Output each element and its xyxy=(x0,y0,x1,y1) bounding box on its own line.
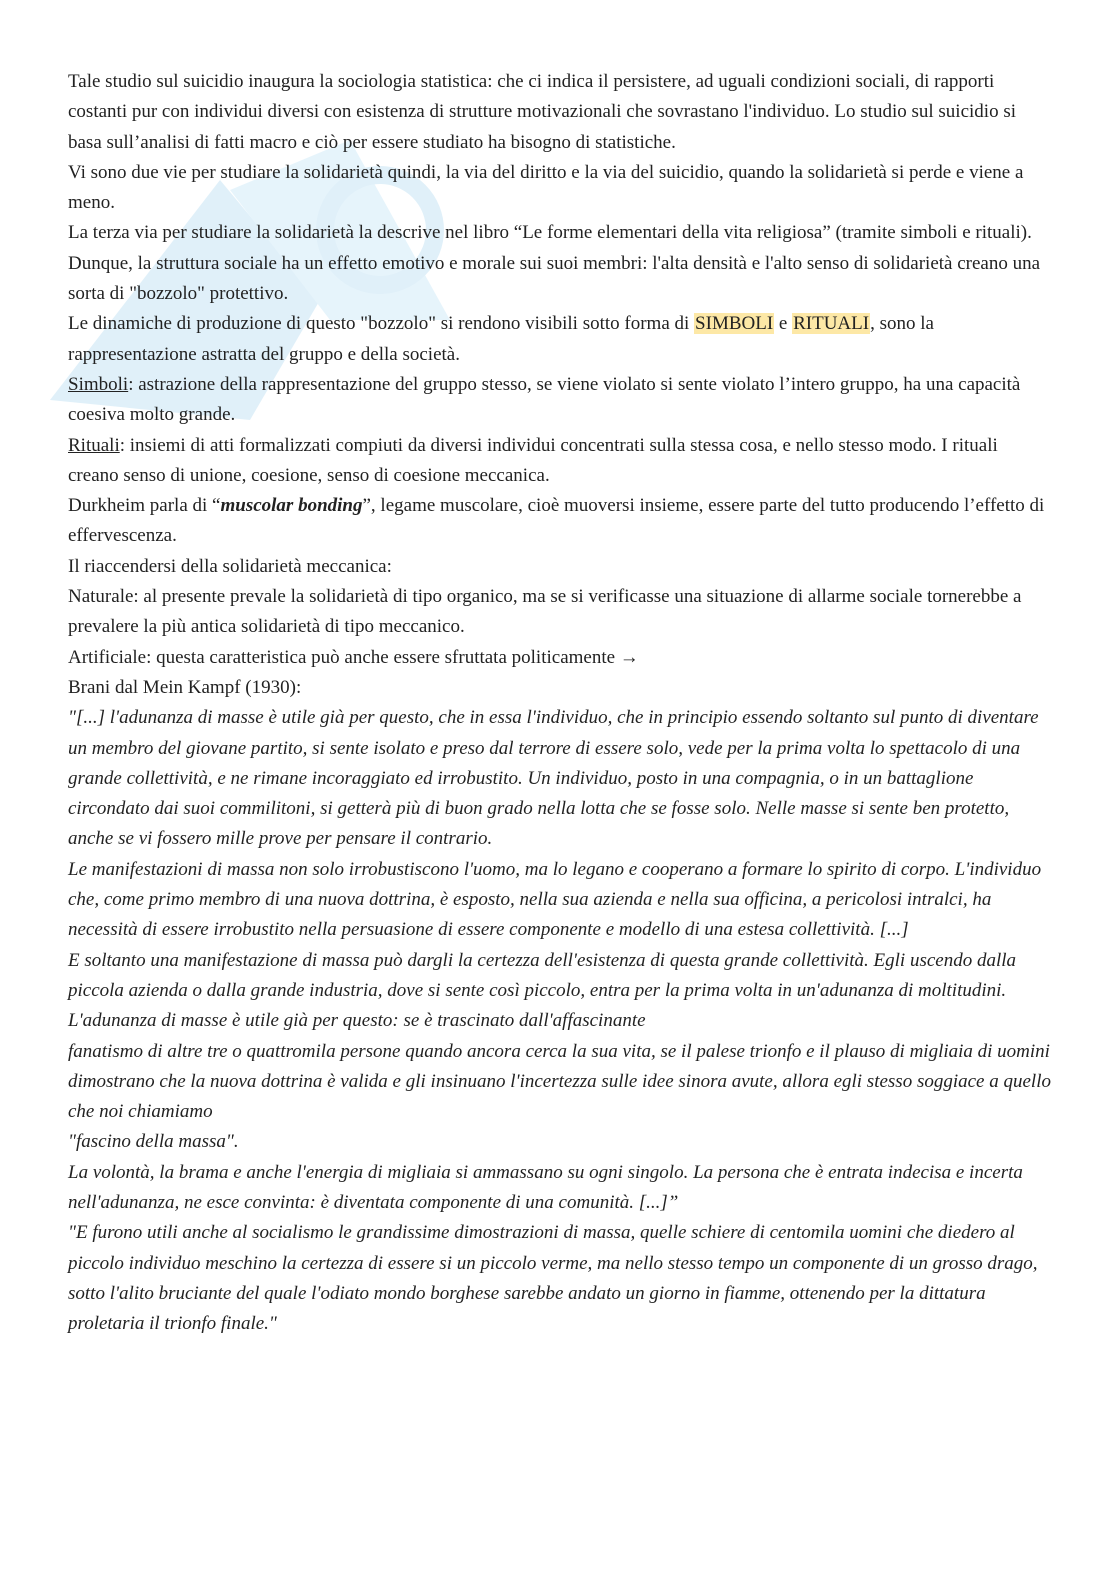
paragraph-two-ways: Vi sono due vie per studiare la solidarietà quindi, la via del diritto e la via del suicidio, quando la solidarietà si perde e viene a meno. xyxy=(68,161,1024,214)
paragraph-social-structure: Dunque, la struttura sociale ha un effetto emotivo e morale sui suoi membri: l'alta densità e l'alto senso di solidarietà creano una sorta di "bozzolo" protettivo. xyxy=(68,252,1041,305)
paragraph-symbols-rituals: Le dinamiche di produzione di questo "bozzolo" si rendono visibili sotto forma di SIMBOLI e RITUALI, sono la rappresentazione astratta del gruppo e della società. xyxy=(68,313,934,365)
term-rituali: Rituali xyxy=(68,434,120,456)
paragraph-mein-kampf-heading: Brani dal Mein Kampf (1930): xyxy=(68,676,302,698)
quote-paragraph: "[...] l'adunanza di masse è utile già per questo, che in essa l'individuo, che in principio essendo soltanto sul punto di diventare un membro del giovane partito, si sente isolato e preso dal terrore di essere solo, vede per la prima volta lo spettacolo di una grande collettività, e ne rimane incoraggiato ed irrobustito. Un individuo, posto in una compagnia, o in un battaglione circondato dai suoi commilitoni, si getterà più di buon grado nella lotta che se fosse solo. Nelle masse si sente ben protetto, anche se vi fossero mille prove per pensare il contrario. xyxy=(68,707,1039,850)
paragraph-simboli-definition: Simboli: astrazione della rappresentazione del gruppo stesso, se viene violato si sente violato l’intero gruppo, ha una capacità coesiva molto grande. xyxy=(68,373,1021,426)
quote-paragraph: Le manifestazioni di massa non solo irrobustiscono l'uomo, ma lo legano e cooperano a formare lo spirito di corpo. L'individuo che, come primo membro di una nuova dottrina, è esposto, nella sua azienda e nella sua officina, a pericolosi intralci, ha necessità di essere irrobustito nella persuasione di essere componente e modello di una estesa collettività. [...] xyxy=(68,858,1042,941)
paragraph-muscolar-bonding: Durkheim parla di “muscolar bonding”, legame muscolare, cioè muoversi insieme, essere parte del tutto producendo l’effetto di effervescenza. xyxy=(68,495,1045,547)
quote-paragraph: E soltanto una manifestazione di massa può dargli la certezza dell'esistenza di questa grande collettività. Egli uscendo dalla piccola azienda o dalla grande industria, dove si sente così piccolo, entra per la prima volta in un'adunanza di moltitudini. L'adunanza di masse è utile già per questo: se è trascinato dall'affascinante xyxy=(68,949,1017,1032)
paragraph-naturale: Naturale: al presente prevale la solidarietà di tipo organico, ma se si verificasse una situazione di allarme sociale tornerebbe a prevalere la più antica solidarietà di tipo meccanico. xyxy=(68,586,1022,638)
quote-paragraph: fanatismo di altre tre o quattromila persone quando ancora cerca la sua vita, se il palese trionfo e il plauso di migliaia di uomini dimostrano che la nuova dottrina è valida e gli insinuano l'incertezza sulle idee sinora avute, allora egli stesso soggiace a quello che noi chiamiamo xyxy=(68,1040,1051,1123)
paragraph-mechanical-solidarity: Il riaccendersi della solidarietà meccanica: xyxy=(68,555,392,577)
quote-paragraph: "fascino della massa". xyxy=(68,1131,239,1153)
quote-paragraph: La volontà, la brama e anche l'energia di migliaia si ammassano su ogni singolo. La persona che è entrata indecisa e incerta nell'adunanza, ne esce convinta: è diventata componente di una comunità. [...]” xyxy=(68,1161,1023,1213)
term-muscolar-bonding: muscolar bonding xyxy=(220,495,363,517)
quote-paragraph: "E furono utili anche al socialismo le grandissime dimostrazioni di massa, quelle schiere di centomila uomini che diedero al piccolo individuo meschino la certezza di essere si un piccolo verme, ma nello stesso tempo un componente di un grosso drago, sotto l'alito bruciante del quale l'odiato mondo borghese sarebbe andato un giorno in fiamme, ottenendo per la dittatura proletaria il trionfo finale." xyxy=(68,1222,1038,1335)
document-page xyxy=(68,67,1053,1339)
paragraph-suicide-study: Tale studio sul suicidio inaugura la sociologia statistica: che ci indica il persistere, ad uguali condizioni sociali, di rapporti costanti pur con individui diversi con esistenza di strutture motivazionali che sovrastano l'individuo. Lo studio sul suicidio si basa sull’analisi di fatti macro e ciò per essere studiato ha bisogno di statistiche. xyxy=(68,71,1016,153)
highlight-rituali: RITUALI xyxy=(793,313,870,335)
highlight-simboli: SIMBOLI xyxy=(695,313,774,335)
term-simboli: Simboli xyxy=(68,373,129,395)
paragraph-artificiale: Artificiale: questa caratteristica può anche essere sfruttata politicamente → xyxy=(68,646,639,668)
paragraph-third-way: La terza via per studiare la solidarietà la descrive nel libro “Le forme elementari della vita religiosa” (tramite simboli e rituali). xyxy=(68,222,1032,244)
paragraph-rituali-definition: Rituali: insiemi di atti formalizzati compiuti da diversi individui concentrati sulla stessa cosa, e nello stesso modo. I rituali creano senso di unione, coesione, senso di coesione meccanica. xyxy=(68,434,998,486)
